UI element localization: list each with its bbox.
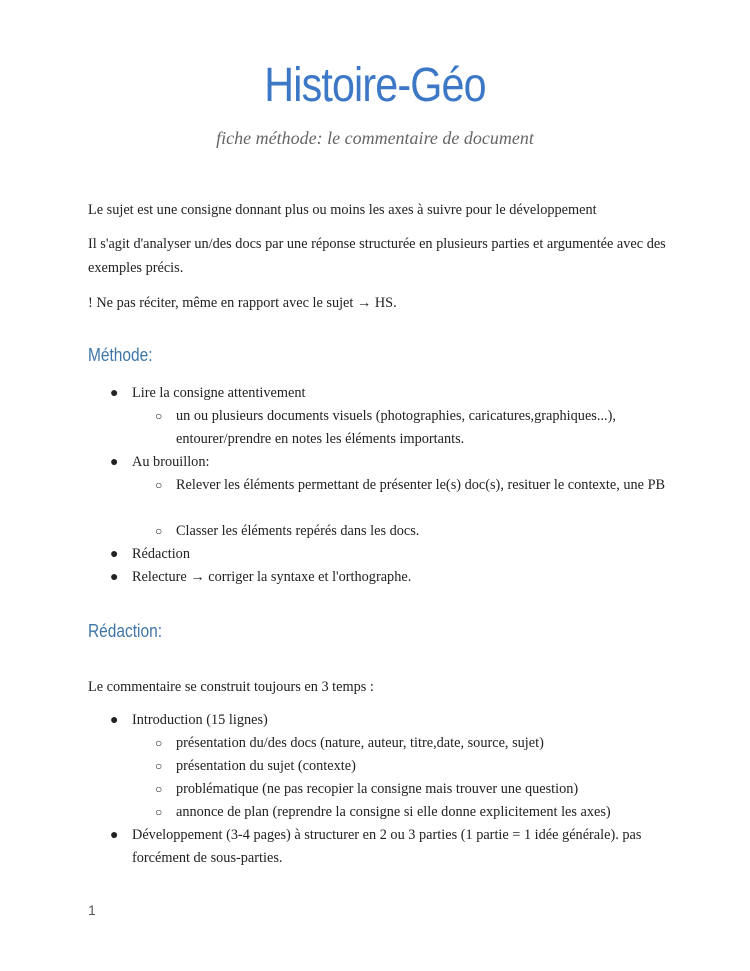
list-item: Au brouillon: — [132, 454, 210, 470]
intro-paragraph-3: ! Ne pas réciter, même en rapport avec le sujet → HS. — [88, 295, 397, 311]
list-item: Rédaction — [132, 546, 190, 562]
bullet-disc-icon: ● — [110, 386, 119, 401]
list-item: présentation du sujet (contexte) — [176, 758, 356, 774]
list-item: Relever les éléments permettant de présenter le(s) doc(s), resituer le contexte, une PB — [176, 477, 666, 493]
list-item: Lire la consigne attentivement — [132, 385, 306, 401]
bullet-circle-icon: ○ — [155, 409, 163, 423]
list-item: Développement (3-4 pages) à structurer en 2 ou 3 parties (1 partie = 1 idée générale). pas forcément de sous-parties. — [132, 827, 642, 866]
document-title: Histoire-Géo — [264, 59, 486, 112]
bullet-disc-icon: ● — [110, 713, 119, 728]
bullet-disc-icon: ● — [110, 828, 119, 843]
bullet-circle-icon: ○ — [155, 759, 163, 773]
redaction-lead: Le commentaire se construit toujours en 3 temps : — [88, 679, 374, 695]
section-heading-redaction: Rédaction: — [88, 621, 163, 641]
page-number: 1 — [88, 902, 96, 918]
list-item: présentation du/des docs (nature, auteur, titre,date, source, sujet) — [176, 735, 544, 751]
list-item: Introduction (15 lignes) — [132, 712, 268, 728]
bullet-disc-icon: ● — [110, 547, 119, 562]
bullet-circle-icon: ○ — [155, 782, 163, 796]
bullet-circle-icon: ○ — [155, 736, 163, 750]
section-heading-methode: Méthode: — [88, 345, 153, 365]
bullet-disc-icon: ● — [110, 455, 119, 470]
bullet-circle-icon: ○ — [155, 524, 163, 538]
list-item: annonce de plan (reprendre la consigne si elle donne explicitement les axes) — [176, 804, 611, 820]
intro-paragraph-1: Le sujet est une consigne donnant plus ou moins les axes à suivre pour le développement — [88, 202, 597, 218]
bullet-circle-icon: ○ — [155, 805, 163, 819]
list-item: Relecture → corriger la syntaxe et l'orthographe. — [132, 569, 412, 585]
intro-paragraph-2: Il s'agit d'analyser un/des docs par une réponse structurée en plusieurs parties et argumentée avec des exemples précis. — [88, 236, 666, 276]
list-item: problématique (ne pas recopier la consigne mais trouver une question) — [176, 781, 579, 797]
list-item: Classer les éléments repérés dans les docs. — [176, 523, 420, 539]
list-item: un ou plusieurs documents visuels (photographies, caricatures,graphiques...), entourer/prendre en notes les éléments importants. — [176, 408, 616, 447]
bullet-circle-icon: ○ — [155, 478, 163, 492]
bullet-disc-icon: ● — [110, 570, 119, 585]
document-subtitle: fiche méthode: le commentaire de document — [216, 128, 534, 148]
